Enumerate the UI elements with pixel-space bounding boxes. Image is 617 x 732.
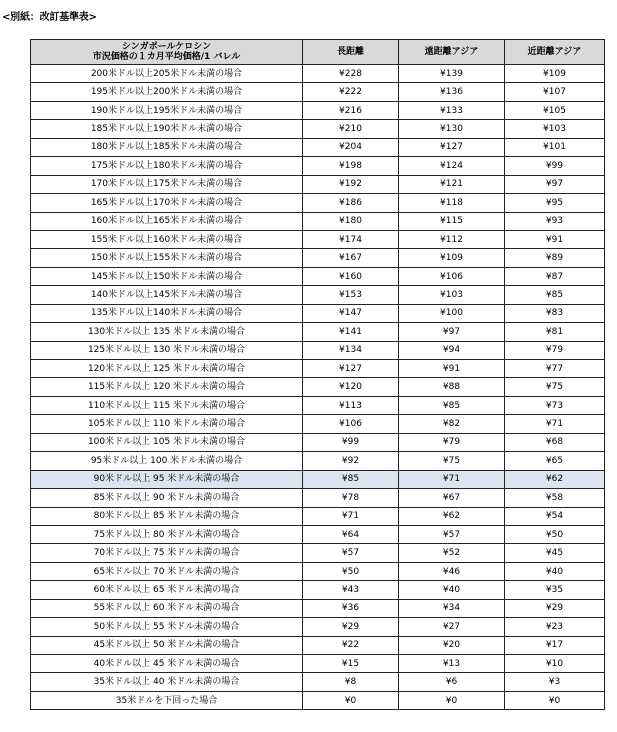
table-row — [31, 636, 605, 654]
cell-price-range: 60米ドル以上 65 米ドル未満の場合 — [31, 581, 303, 599]
table-row — [31, 433, 605, 451]
cell-far-asia: ¥106 — [399, 267, 505, 285]
cell-far-asia: ¥97 — [399, 323, 505, 341]
header-price-range-line2: 市況価格の１カ月平均価格/1 バレル — [92, 52, 241, 62]
cell-near-asia: ¥58 — [505, 489, 605, 507]
cell-near-asia: ¥77 — [505, 360, 605, 378]
cell-long-distance: ¥71 — [303, 507, 399, 525]
table-row — [31, 691, 605, 709]
cell-far-asia: ¥67 — [399, 489, 505, 507]
cell-near-asia: ¥23 — [505, 618, 605, 636]
cell-price-range: 90米ドル以上 95 米ドル未満の場合 — [31, 470, 303, 488]
cell-long-distance: ¥120 — [303, 378, 399, 396]
cell-long-distance: ¥85 — [303, 470, 399, 488]
cell-near-asia: ¥75 — [505, 378, 605, 396]
table-row — [31, 120, 605, 138]
cell-price-range: 65米ドル以上 70 米ドル未満の場合 — [31, 562, 303, 580]
table-row — [31, 267, 605, 285]
cell-long-distance: ¥228 — [303, 65, 399, 83]
cell-near-asia: ¥81 — [505, 323, 605, 341]
cell-far-asia: ¥133 — [399, 101, 505, 119]
table-row — [31, 525, 605, 543]
cell-long-distance: ¥186 — [303, 194, 399, 212]
table-row — [31, 304, 605, 322]
cell-near-asia: ¥62 — [505, 470, 605, 488]
cell-far-asia: ¥79 — [399, 433, 505, 451]
cell-long-distance: ¥160 — [303, 267, 399, 285]
cell-long-distance: ¥78 — [303, 489, 399, 507]
cell-long-distance: ¥15 — [303, 655, 399, 673]
cell-near-asia: ¥99 — [505, 157, 605, 175]
cell-far-asia: ¥130 — [399, 120, 505, 138]
cell-long-distance: ¥192 — [303, 175, 399, 193]
cell-far-asia: ¥121 — [399, 175, 505, 193]
cell-price-range: 115米ドル以上 120 米ドル未満の場合 — [31, 378, 303, 396]
cell-far-asia: ¥109 — [399, 249, 505, 267]
cell-near-asia: ¥91 — [505, 230, 605, 248]
cell-long-distance: ¥99 — [303, 433, 399, 451]
table-row — [31, 157, 605, 175]
cell-long-distance: ¥153 — [303, 286, 399, 304]
table-row — [31, 360, 605, 378]
cell-long-distance: ¥167 — [303, 249, 399, 267]
table-row — [31, 470, 605, 488]
cell-far-asia: ¥139 — [399, 65, 505, 83]
header-row — [31, 40, 605, 65]
cell-near-asia: ¥45 — [505, 544, 605, 562]
cell-price-range: 105米ドル以上 110 米ドル未満の場合 — [31, 415, 303, 433]
cell-far-asia: ¥34 — [399, 599, 505, 617]
cell-price-range: 70米ドル以上 75 米ドル未満の場合 — [31, 544, 303, 562]
cell-near-asia: ¥54 — [505, 507, 605, 525]
cell-near-asia: ¥105 — [505, 101, 605, 119]
cell-long-distance: ¥127 — [303, 360, 399, 378]
cell-far-asia: ¥57 — [399, 525, 505, 543]
cell-near-asia: ¥85 — [505, 286, 605, 304]
table-row — [31, 544, 605, 562]
cell-far-asia: ¥6 — [399, 673, 505, 691]
table-body — [31, 65, 605, 710]
table-row — [31, 507, 605, 525]
cell-price-range: 75米ドル以上 80 米ドル未満の場合 — [31, 525, 303, 543]
cell-price-range: 200米ドル以上205米ドル未満の場合 — [31, 65, 303, 83]
cell-far-asia: ¥52 — [399, 544, 505, 562]
cell-price-range: 35米ドル以上 40 米ドル未満の場合 — [31, 673, 303, 691]
cell-price-range: 85米ドル以上 90 米ドル未満の場合 — [31, 489, 303, 507]
cell-long-distance: ¥210 — [303, 120, 399, 138]
cell-far-asia: ¥82 — [399, 415, 505, 433]
cell-far-asia: ¥75 — [399, 452, 505, 470]
cell-near-asia: ¥103 — [505, 120, 605, 138]
table-row — [31, 65, 605, 83]
cell-long-distance: ¥106 — [303, 415, 399, 433]
cell-price-range: 155米ドル以上160米ドル未満の場合 — [31, 230, 303, 248]
table-row — [31, 562, 605, 580]
cell-long-distance: ¥22 — [303, 636, 399, 654]
table-row — [31, 618, 605, 636]
cell-price-range: 35米ドルを下回った場合 — [31, 691, 303, 709]
cell-near-asia: ¥107 — [505, 83, 605, 101]
cell-near-asia: ¥17 — [505, 636, 605, 654]
cell-near-asia: ¥68 — [505, 433, 605, 451]
cell-price-range: 80米ドル以上 85 米ドル未満の場合 — [31, 507, 303, 525]
table-row — [31, 378, 605, 396]
page-title: <別紙：改訂基準表> — [2, 12, 97, 23]
cell-price-range: 45米ドル以上 50 米ドル未満の場合 — [31, 636, 303, 654]
cell-near-asia: ¥10 — [505, 655, 605, 673]
cell-long-distance: ¥174 — [303, 230, 399, 248]
cell-long-distance: ¥57 — [303, 544, 399, 562]
cell-price-range: 165米ドル以上170米ドル未満の場合 — [31, 194, 303, 212]
cell-price-range: 125米ドル以上 130 米ドル未満の場合 — [31, 341, 303, 359]
cell-near-asia: ¥65 — [505, 452, 605, 470]
cell-far-asia: ¥62 — [399, 507, 505, 525]
cell-far-asia: ¥46 — [399, 562, 505, 580]
cell-near-asia: ¥93 — [505, 212, 605, 230]
table-row — [31, 286, 605, 304]
cell-long-distance: ¥43 — [303, 581, 399, 599]
header-long-distance: 長距離 — [303, 40, 399, 65]
cell-long-distance: ¥198 — [303, 157, 399, 175]
cell-price-range: 120米ドル以上 125 米ドル未満の場合 — [31, 360, 303, 378]
header-price-range-line1: シンガポールケロシン — [121, 42, 212, 52]
cell-far-asia: ¥13 — [399, 655, 505, 673]
cell-price-range: 55米ドル以上 60 米ドル未満の場合 — [31, 599, 303, 617]
cell-near-asia: ¥109 — [505, 65, 605, 83]
cell-long-distance: ¥147 — [303, 304, 399, 322]
cell-long-distance: ¥180 — [303, 212, 399, 230]
table-row — [31, 249, 605, 267]
cell-far-asia: ¥0 — [399, 691, 505, 709]
table-row — [31, 655, 605, 673]
cell-near-asia: ¥29 — [505, 599, 605, 617]
cell-price-range: 110米ドル以上 115 米ドル未満の場合 — [31, 396, 303, 414]
cell-far-asia: ¥127 — [399, 138, 505, 156]
cell-price-range: 95米ドル以上 100 米ドル未満の場合 — [31, 452, 303, 470]
cell-near-asia: ¥87 — [505, 267, 605, 285]
cell-long-distance: ¥50 — [303, 562, 399, 580]
cell-near-asia: ¥89 — [505, 249, 605, 267]
table-row — [31, 581, 605, 599]
cell-far-asia: ¥91 — [399, 360, 505, 378]
table-row — [31, 341, 605, 359]
table-row — [31, 194, 605, 212]
cell-near-asia: ¥35 — [505, 581, 605, 599]
table-row — [31, 673, 605, 691]
cell-long-distance: ¥8 — [303, 673, 399, 691]
cell-price-range: 185米ドル以上190米ドル未満の場合 — [31, 120, 303, 138]
cell-far-asia: ¥100 — [399, 304, 505, 322]
cell-long-distance: ¥92 — [303, 452, 399, 470]
cell-long-distance: ¥204 — [303, 138, 399, 156]
cell-long-distance: ¥216 — [303, 101, 399, 119]
cell-long-distance: ¥134 — [303, 341, 399, 359]
table-row — [31, 396, 605, 414]
cell-long-distance: ¥222 — [303, 83, 399, 101]
header-near-asia: 近距離アジア — [505, 40, 605, 65]
cell-long-distance: ¥113 — [303, 396, 399, 414]
cell-price-range: 175米ドル以上180米ドル未満の場合 — [31, 157, 303, 175]
table-row — [31, 323, 605, 341]
cell-long-distance: ¥29 — [303, 618, 399, 636]
cell-far-asia: ¥88 — [399, 378, 505, 396]
cell-far-asia: ¥112 — [399, 230, 505, 248]
cell-price-range: 160米ドル以上165米ドル未満の場合 — [31, 212, 303, 230]
cell-long-distance: ¥64 — [303, 525, 399, 543]
cell-near-asia: ¥97 — [505, 175, 605, 193]
cell-near-asia: ¥40 — [505, 562, 605, 580]
cell-price-range: 135米ドル以上140米ドル未満の場合 — [31, 304, 303, 322]
cell-near-asia: ¥71 — [505, 415, 605, 433]
table-header — [31, 40, 605, 65]
cell-near-asia: ¥95 — [505, 194, 605, 212]
cell-far-asia: ¥71 — [399, 470, 505, 488]
cell-price-range: 190米ドル以上195米ドル未満の場合 — [31, 101, 303, 119]
cell-far-asia: ¥27 — [399, 618, 505, 636]
cell-near-asia: ¥0 — [505, 691, 605, 709]
cell-far-asia: ¥85 — [399, 396, 505, 414]
cell-price-range: 150米ドル以上155米ドル未満の場合 — [31, 249, 303, 267]
cell-far-asia: ¥124 — [399, 157, 505, 175]
table-row — [31, 489, 605, 507]
header-price-range — [31, 40, 303, 65]
cell-far-asia: ¥136 — [399, 83, 505, 101]
table-row — [31, 415, 605, 433]
header-far-asia: 遠距離アジア — [399, 40, 505, 65]
table-row — [31, 83, 605, 101]
cell-price-range: 130米ドル以上 135 米ドル未満の場合 — [31, 323, 303, 341]
cell-far-asia: ¥20 — [399, 636, 505, 654]
cell-far-asia: ¥103 — [399, 286, 505, 304]
cell-price-range: 140米ドル以上145米ドル未満の場合 — [31, 286, 303, 304]
cell-price-range: 50米ドル以上 55 米ドル未満の場合 — [31, 618, 303, 636]
cell-near-asia: ¥50 — [505, 525, 605, 543]
cell-long-distance: ¥0 — [303, 691, 399, 709]
cell-price-range: 180米ドル以上185米ドル未満の場合 — [31, 138, 303, 156]
cell-price-range: 100米ドル以上 105 米ドル未満の場合 — [31, 433, 303, 451]
cell-price-range: 195米ドル以上200米ドル未満の場合 — [31, 83, 303, 101]
cell-far-asia: ¥94 — [399, 341, 505, 359]
table-row — [31, 212, 605, 230]
table-row — [31, 452, 605, 470]
table-row — [31, 230, 605, 248]
cell-far-asia: ¥115 — [399, 212, 505, 230]
cell-long-distance: ¥141 — [303, 323, 399, 341]
cell-near-asia: ¥79 — [505, 341, 605, 359]
cell-far-asia: ¥40 — [399, 581, 505, 599]
cell-near-asia: ¥83 — [505, 304, 605, 322]
table-row — [31, 138, 605, 156]
table-row — [31, 175, 605, 193]
cell-near-asia: ¥3 — [505, 673, 605, 691]
revision-standard-table — [30, 39, 605, 710]
cell-price-range: 40米ドル以上 45 米ドル未満の場合 — [31, 655, 303, 673]
cell-near-asia: ¥73 — [505, 396, 605, 414]
table-row — [31, 101, 605, 119]
cell-far-asia: ¥118 — [399, 194, 505, 212]
cell-price-range: 145米ドル以上150米ドル未満の場合 — [31, 267, 303, 285]
cell-long-distance: ¥36 — [303, 599, 399, 617]
table-row — [31, 599, 605, 617]
cell-price-range: 170米ドル以上175米ドル未満の場合 — [31, 175, 303, 193]
cell-near-asia: ¥101 — [505, 138, 605, 156]
